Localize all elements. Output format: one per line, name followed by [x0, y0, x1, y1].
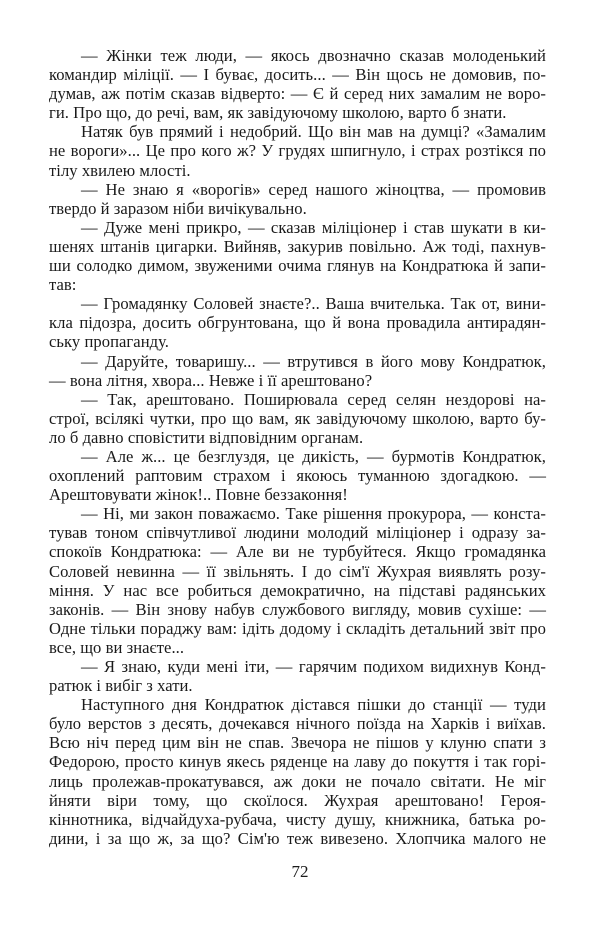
text-line: тав:: [49, 275, 77, 295]
text-line: Федорою, просто кинув якесь ряденце на лаву до покуття і так горі-: [49, 752, 546, 772]
text-line: Одне тільки пораджу вам: ідіть додому і складіть детальний звіт про: [49, 618, 546, 638]
text-line: — Дуже мені прикро, — сказав міліціонер і став шукати в ки-: [81, 217, 546, 237]
text-line: йняти віри тому, що скоїлося. Жухрая арештовано! Героя-: [49, 790, 546, 810]
text-line: — Не знаю я «ворогів» серед нашого жіноцтва, — промовив: [81, 179, 546, 199]
text-line: дини, і за що ж, за що? Сім'ю теж вивезено. Хлопчика малого не: [49, 828, 546, 848]
text-line: все, що ви знаєте...: [49, 637, 185, 657]
text-line: Натяк був прямий і недобрий. Що він мав на думці? «Замалим: [81, 122, 546, 142]
text-line: твердо й заразом ніби вичікувально.: [49, 198, 307, 218]
text-line: Соловей невинна — її звільнять. І до сім'ї Жухрая виявлять розу-: [49, 561, 546, 581]
text-line: — Жінки теж люди, — якось двозначно сказав молоденький: [81, 46, 546, 65]
page-number: 72: [291, 862, 309, 881]
text-line: думав, аж потім сказав відверто: — Є й серед них замалим не воро-: [49, 84, 546, 104]
text-line: ги. Про що, до речі, вам, як завідуючому школою, варто б знати.: [49, 103, 507, 123]
text-line: — Ні, ми закон поважаємо. Таке рішення прокурора, — конста-: [81, 504, 546, 524]
text-line: ши солодко димом, звуженими очима глянув на Кондратюка й запи-: [49, 256, 546, 276]
text-line: кла підозра, досить обгрунтована, що й вона провадила антирадян-: [49, 313, 546, 333]
text-line: ратюк і вибіг з хати.: [49, 676, 193, 696]
text-line: було верстов з десять, дочекався нічного поїзда на Харків і виїхав.: [49, 714, 546, 734]
text-line: — вона літня, хвора... Невже і її арештовано?: [49, 370, 373, 390]
text-line: — Громадянку Соловей знаєте?.. Ваша вчителька. Так от, вини-: [81, 294, 546, 314]
page-body-text: [49, 46, 546, 848]
text-line: Всю ніч перед цим він не спав. Звечора не пішов у клуню спати з: [49, 733, 546, 753]
text-line: не вороги»... Це про кого ж? У грудях шпигнуло, і страх розтікся по: [49, 141, 546, 161]
text-line: — Даруйте, товаришу... — втрутився в його мову Кондратюк,: [81, 351, 546, 371]
text-line: тував тоном співчутливої людини молодий міліціонер і одразу за-: [49, 523, 546, 543]
text-line: — Але ж... це безглуздя, це дикість, — бурмотів Кондратюк,: [81, 446, 546, 466]
text-line: охоплений раптовим страхом і якоюсь туманною здогадкою. —: [49, 466, 546, 486]
text-line: міння. У нас все робиться демократично, на підставі радянських: [49, 580, 546, 600]
text-line: Наступного дня Кондратюк дістався пішки до станції — туди: [81, 695, 546, 715]
text-line: Арештовувати жінок!.. Повне беззаконня!: [49, 485, 348, 505]
text-line: — Так, арештовано. Поширювала серед селян нездорові на-: [81, 389, 546, 409]
text-line: спокоїв Кондратюка: — Але ви не турбуйтеся. Якщо громадянка: [49, 542, 546, 562]
text-line: строї, всілякі чутки, про що вам, як завідуючому школою, варто бу-: [49, 408, 546, 428]
text-line: законів. — Він знову набув службового вигляду, мовив сухіше: —: [49, 599, 546, 619]
text-line: командир міліції. — І буває, досить... — Він щось не домовив, по-: [49, 65, 546, 85]
text-line: ло б давно сповістити відповідним органам.: [49, 427, 364, 447]
text-line: кіннотника, відчайдуха-рубача, чисту душу, книжника, батька ро-: [49, 809, 546, 829]
text-line: лиць пролежав-прокатувався, аж доки не почало світати. Не міг: [49, 771, 546, 791]
book-page: [49, 46, 546, 848]
text-line: ську пропаганду.: [49, 332, 170, 352]
text-line: шенях штанів цигарки. Вийняв, закурив повільно. Аж тоді, пахнув-: [49, 236, 546, 256]
text-line: — Я знаю, куди мені іти, — гарячим подихом видихнув Конд-: [81, 657, 546, 676]
text-line: тілу хвилею млості.: [49, 160, 191, 180]
